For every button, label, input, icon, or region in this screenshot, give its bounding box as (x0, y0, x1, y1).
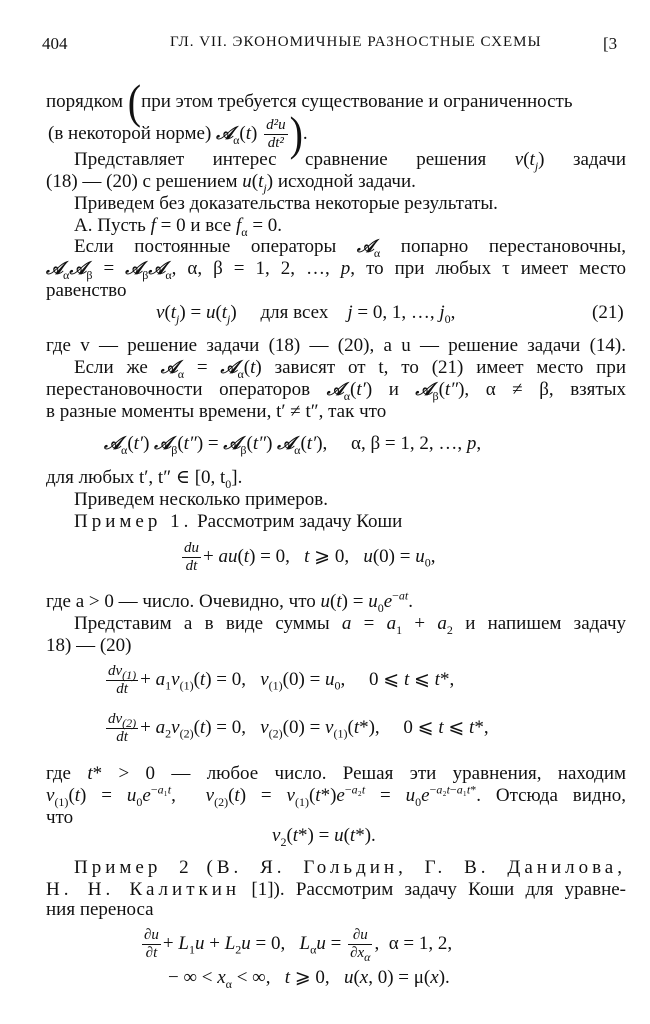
formula: v (514, 149, 524, 170)
text-line: для любых t′, t″ ∈ [0, $t_0$]. (46, 467, 243, 491)
text-line: Представляет интерес сравнение решения $v(t_j)$ задачи (74, 149, 626, 173)
equation-number: (21) (592, 302, 624, 323)
page-number: 404 (42, 34, 68, 53)
text-line: А. Пусть f = 0 и все $f_\alpha = 0$. (74, 215, 283, 239)
text-span: (в некоторой норме) (48, 122, 212, 144)
text-line: равенство (46, 280, 127, 301)
text-span: где (46, 763, 71, 784)
text-line: 𝒜$_\alpha$𝒜$_\beta$ = 𝒜$_\beta$𝒜$_\alpha$, α, β = 1, 2, …, p, то при любых τ имеет место (46, 258, 626, 282)
text-span: перестановочности операторов (46, 379, 311, 400)
example-label: Пример 1. (74, 511, 193, 532)
equation: $v_2(t*) = u(t*)$. (272, 825, 376, 849)
text-span: порядком (46, 91, 124, 112)
text-span: и напишем задачу (465, 613, 627, 634)
text-span: Если же (74, 357, 148, 378)
text-span: взятых (570, 379, 626, 400)
running-title: ГЛ. VII. ЭКОНОМИЧНЫЕ РАЗНОСТНЫЕ СХЕМЫ (170, 34, 542, 50)
text-span: Представим a в виде суммы (74, 613, 330, 634)
text-line: что (46, 807, 74, 828)
text-span: где a > 0 — число. Очевидно, что (46, 591, 316, 612)
paren-open: ( (127, 74, 142, 129)
text-span: Если постоянные операторы (74, 236, 337, 257)
paren-close: ) (289, 106, 303, 161)
fraction: $\frac{\text{d²u}}{\text{dt²}}$ (266, 117, 286, 151)
text-line: Представим a в виде суммы $a = a_1 + a_2$ и напишем задачу (74, 613, 627, 637)
text-span: Представляет интерес сравнение решения (74, 149, 487, 170)
text-line: Если постоянные операторы 𝒜$_\alpha$ попарно перестановочны, (74, 236, 626, 260)
text-line: (18) — (20) с решением $u(t_j)$ исходной задачи. (46, 171, 416, 195)
text-span: Отсюда видно, (495, 785, 626, 806)
equation: $\frac{dv_{(2)}}{dt}$ + $a_2v_{(2)}(t) = 0$, $v_{(2)}(0) = v_{(1)}(t*)$, 0 ⩽ t ⩽ t*, (108, 711, 489, 745)
text-line: где a > 0 — число. Очевидно, что $u(t) = u_0e^{-at}$. (46, 588, 413, 615)
text-span: [1]). Рассмотрим задачу Коши для уравне- (251, 879, 627, 900)
text-span: исходной задачи. (277, 171, 416, 192)
example-label: Пример 2 (74, 857, 193, 878)
text-line: перестановочности операторов 𝒜$_\alpha$(t′) и 𝒜$_\beta$(t″), α ≠ β, взятых (46, 379, 626, 403)
text-span: (18) — (20) с решением (46, 171, 238, 192)
text-span: Рассмотрим задачу Коши (197, 511, 403, 532)
fraction: $\frac{\partial u}{\partial x_\alpha}$ (350, 927, 371, 964)
text-line: Приведем без доказательства некоторые результаты. (74, 193, 498, 214)
text-span: задачи (572, 149, 626, 170)
text-line: $v_{(1)}(t) = u_0e^{-a_1t}$, $v_{(2)}(t) = v_{(1)}(t*)e^{-a_2t} = u_0e^{-a_2t-a_1t*}$. Отсюда видно, (46, 782, 626, 809)
text-span: (В. Я. Гольдин, Г. В. Данилова, (206, 857, 626, 878)
text-line (74, 858, 626, 877)
equation: $\frac{\partial u}{\partial t}$ + $L_1u + L_2u = 0$, $L_\alpha u$ = $\frac{\partial u}{\partial x_\alpha}$ , α = 1, 2, (144, 927, 453, 964)
section-mark: [3 (603, 34, 618, 53)
text-line (46, 880, 626, 899)
text-line (74, 512, 402, 531)
text-span: зависят от t, то (21) имеет место при (274, 357, 627, 378)
text-line: 18) — (20) (46, 635, 132, 656)
text-line: где t* > 0 — любое число. Решая эти уравнения, находим (46, 763, 627, 784)
text-span: при этом требуется существование и ограниченность (141, 91, 573, 112)
fraction: $\frac{dv_{(2)}}{dt}$ (108, 711, 137, 745)
equation: − ∞ < $x_\alpha$ < ∞, t ⩾ 0, u(x, 0) = μ(x). (168, 967, 450, 991)
fraction: $\frac{du}{dt}$ (184, 540, 199, 574)
text-span: — любое число. Решая эти уравнения, находим (171, 763, 627, 784)
fraction: $\frac{\partial u}{\partial t}$ (144, 927, 159, 961)
text-span: попарно перестановочны, (400, 236, 626, 257)
text-line: Если же 𝒜$_\alpha$ = 𝒜$_\alpha$(t) зависят от t, то (21) имеет место при (74, 357, 627, 381)
text-line: где v — решение задачи (18) — (20), а u — решение задачи (14). (46, 335, 626, 356)
text-line (46, 74, 573, 129)
text-span: А. Пусть (74, 215, 146, 236)
equation: $\frac{du}{dt}$ + au(t) = 0, t ⩾ 0, $u(0) = u_0$, (184, 540, 436, 574)
fraction: $\frac{dv_{(1)}}{dt}$ (108, 663, 137, 697)
text-span: то при любых τ имеет место (366, 258, 626, 279)
equation-21: $v(t_j) = u(t_j)$ для всех j = 0, 1, …, $j_0$, (156, 302, 456, 326)
text-span: для всех (260, 302, 329, 323)
text-span: Н. Н. Калиткин (46, 879, 241, 900)
equation: $\frac{dv_{(1)}}{dt}$ + $a_1v_{(1)}(t) = 0$, $v_{(1)}(0) = u_0$, 0 ⩽ t ⩽ t*, (108, 663, 455, 697)
text-line: (в некоторой норме) 𝒜$_\alpha$(t) $\frac{\text{d²u}}{\text{dt²}}$ ). (48, 106, 308, 161)
formula: 𝒜$_\alpha$(t) $\frac{\text{d²u}}{\text{dt²}}$ (216, 117, 286, 151)
text-line: Приведем несколько примеров. (74, 489, 329, 510)
text-line: ния переноса (46, 899, 154, 920)
text-line: в разные моменты времени, t′ ≠ t″, так что (46, 401, 387, 422)
equation: 𝒜$_\alpha$(t′) 𝒜$_\beta$(t″) = 𝒜$_\beta$(t″) 𝒜$_\alpha$(t′), α, β = 1, 2, …, p, (104, 433, 482, 457)
text-span: для любых t′, t″ ∈ [0, t (46, 467, 226, 488)
text-span: и все (190, 215, 232, 236)
